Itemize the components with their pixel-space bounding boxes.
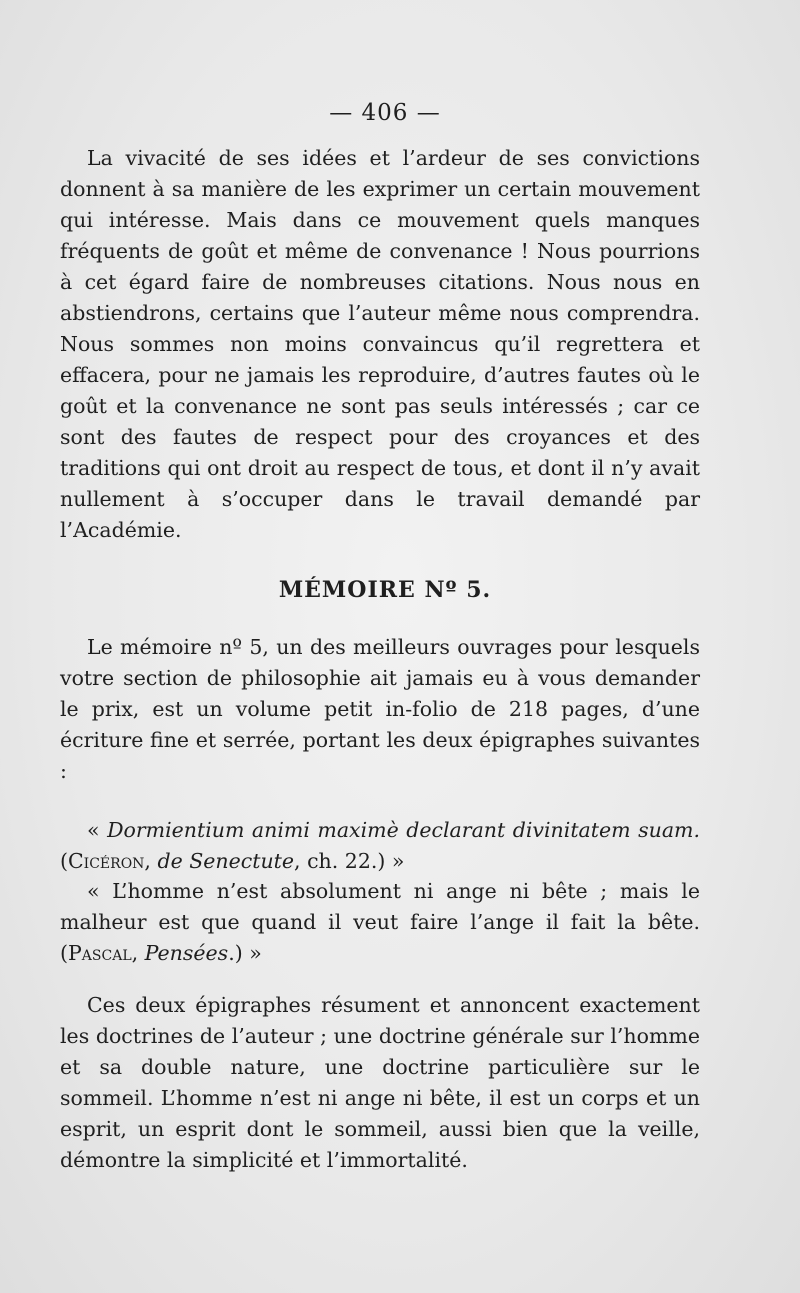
epigraph-work: de Senectute [157,849,295,873]
paren-open: ( [60,849,68,873]
paragraph-criticism [60,143,700,546]
epigraph-author: Pascal [68,941,132,965]
paragraph-text: La vivacité de ses idées et l’ardeur de ses convictions donnent à sa manière de les exprimer un certain mouvement qui intéresse. Mais dans ce mouvement quels manques fréquents de goût et même de convenance ! Nous pourrions à cet égard faire de nombreuses citations. Nous nous en abstiendrons, certains que l’auteur même nous comprendra. Nous sommes non moins convaincus qu’il regrettera et effacera, pour ne jamais les reproduire, d’autres fautes où le goût et la convenance ne sont pas seuls intéressés ; car ce sont des fautes de respect pour des croyances et des traditions qui ont droit au respect de tous, et dont il n’y avait nullement à s’occuper dans le travail demandé par l’Académie. [60,146,700,542]
epigraph-cicero [60,815,700,877]
page-number: — 406 — [329,100,441,126]
epigraph-text [60,815,700,877]
latin-quote: Dormientium animi maximè declarant divinitatem suam. [107,818,700,842]
paragraph-text: Ces deux épigraphes résument et annoncent exactement les doctrines de l’auteur ; une doctrine générale sur l’homme et sa double nature, une doctrine particulière sur le sommeil. L’homme n’est ni ange ni bête, il est un corps et un esprit, un esprit dont le sommeil, aussi bien que la veille, démontre la simplicité et l’immortalité. [60,993,700,1172]
epigraph-work: Pensées [144,941,229,965]
separator: , [144,849,158,873]
epigraph-reference: , ch. 22.) » [294,849,405,873]
quote-close: .) » [228,941,262,965]
paragraph-text: Le mémoire nº 5, un des meilleurs ouvrages pour lesquels votre section de philosophie ait jamais eu à vous demander le prix, est un volume petit in-folio de 218 pages, d’une écriture fine et serrée, portant les deux épigraphes suivantes : [60,635,700,783]
epigraph-author: Cicéron [68,849,145,873]
epigraph-pascal [60,876,700,969]
pascal-quote: « L’homme n’est absolument ni ange ni bête ; mais le malheur est que quand il veut faire l’ange il fait la bête. ( [60,879,700,965]
separator: , [131,941,145,965]
epigraph-text [60,876,700,969]
quote-open: « [87,818,108,842]
section-heading: MÉMOIRE Nº 5. [278,577,492,603]
paragraph-memoire-description [60,632,700,787]
paragraph-doctrines [60,990,700,1176]
